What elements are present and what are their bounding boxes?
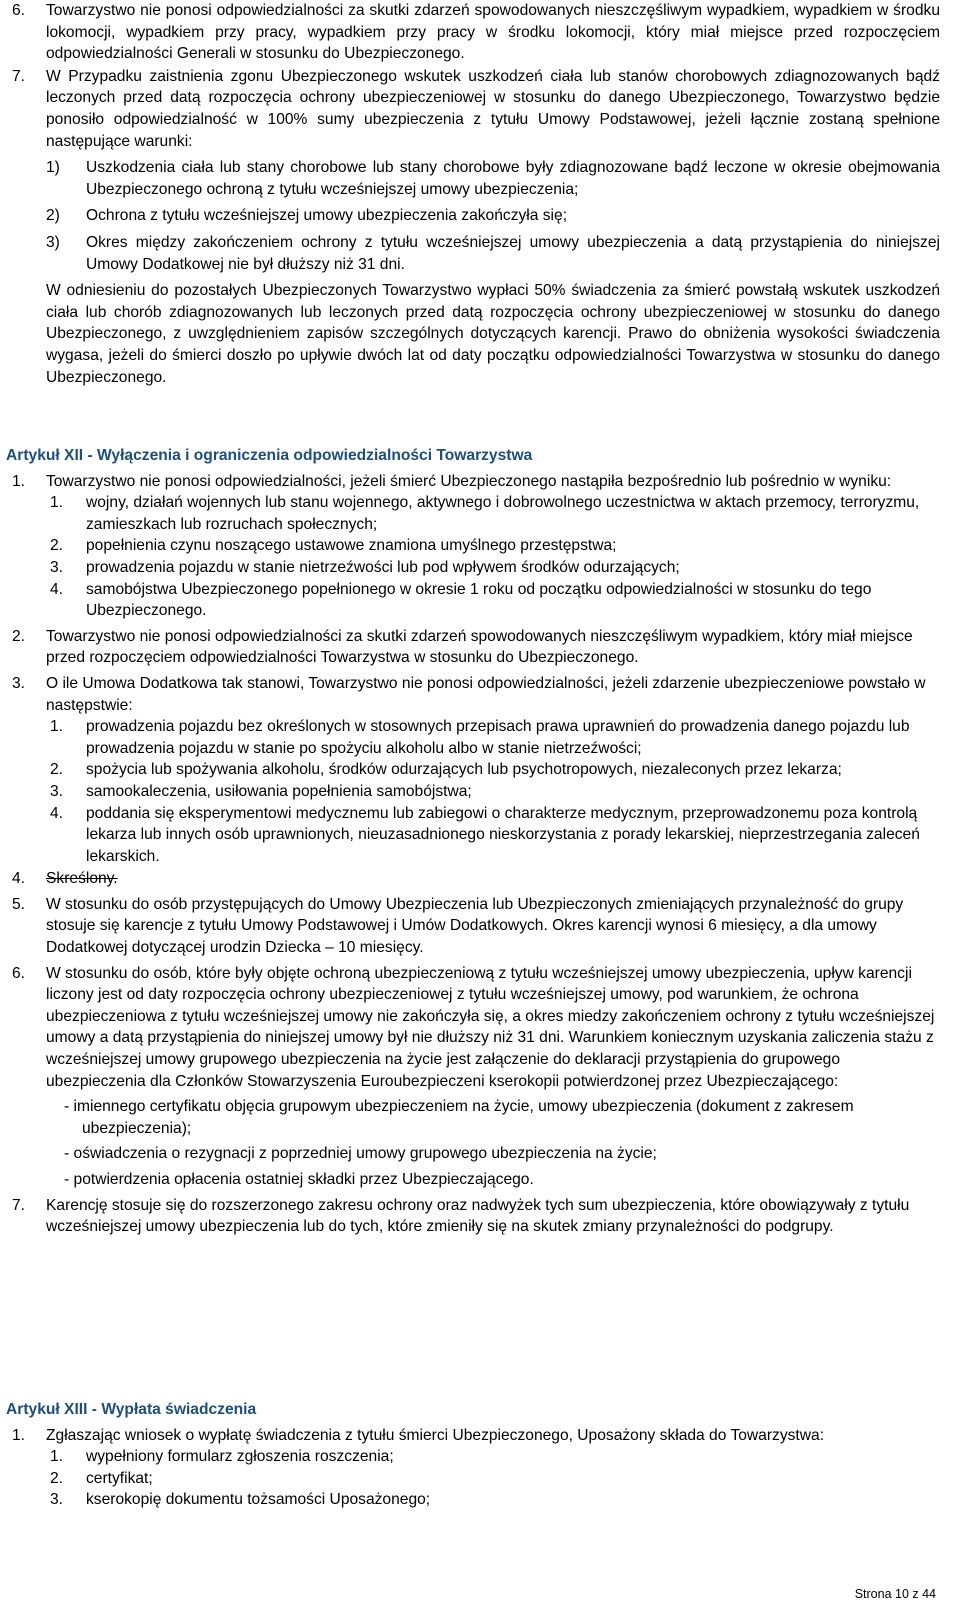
item-text: W stosunku do osób przystępujących do Umowy Ubezpieczenia lub Ubezpieczonych zmieniających przynależność do grupy stosuje się karencje z tytułu Umowy Podstawowej i Umów Dodatkowych. Okres karencji wynosi 6 miesięcy, a dla umowy Dodatkowej dotyczącej urodzin Dziecka – 10 miesięcy. [46,895,904,957]
item-text: Towarzystwo nie ponosi odpowiedzialności za skutki zdarzeń spowodowanych nieszczęśliwym wypadkiem, wypadkiem w środku lokomocji, wypadkiem przy pracy, wypadkiem przy pracy w środku lokomocji, który miał miejsce przed rozpoczęciem odpowiedzialności Generali w stosunku do Ubezpieczonego. [46,2,940,63]
sub-item-text: wypełniony formularz zgłoszenia roszczenia; [86,1448,394,1466]
list-item [6,894,940,959]
condition-text: Okres między zakończeniem ochrony z tytułu wcześniejszej umowy ubezpieczenia a datą przystąpienia do niniejszej Umowy Dodatkowej nie był dłuższy niż 31 dni. [86,233,940,273]
list-item [6,1425,940,1511]
closing-paragraph: W odniesieniu do pozostałych Ubezpieczonych Towarzystwo wypłaci 50% świadczenia za śmierć powstałą wskutek uszkodzeń ciała lub chorób zdiagnozowanych lub leczonych przed datą rozpoczęcia ochrony ubezpieczeniowej w stosunku do danego Ubezpieczonego, z uwzględnieniem zapisów szczególnych dotyczących karencji. Prawo do obniżenia wysokości świadczenia wygasa, jeżeli do śmierci doszło po upływie dwóch lat od daty początku odpowiedzialności Towarzystwa w stosunku do danego Ubezpieczonego. [46,282,940,386]
sub-item-number: 2. [50,761,64,779]
item-number: 2. [12,627,26,645]
sub-item [46,535,940,557]
item-number: 6. [12,964,26,982]
condition-number: 1) [46,159,60,177]
sub-item-number: 1. [50,494,64,512]
dash-item: - imiennego certyfikatu objęcia grupowym ubezpieczeniem na życie, umowy ubezpieczenia (dokument z zakresem ubezpieczenia); [64,1098,854,1137]
dash-item: - potwierdzenia opłacenia ostatniej składki przez Ubezpieczającego. [64,1171,534,1188]
article-13 [6,1399,940,1511]
sub-item-number: 3. [50,558,64,576]
section-heading: Artykuł XIII - Wypłata świadczenia [6,1401,257,1418]
list-item [6,626,940,669]
sub-item-text: certyfikat; [86,1469,153,1487]
item-number: 4. [12,870,26,888]
list-item [6,471,940,622]
sub-item-text: wojny, działań wojennych lub stanu wojennego, aktywnego i dobrowolnego uczestnictwa w aktach przemocy, terroryzmu, zamieszkach lub rozruchach społecznych; [86,494,920,533]
sub-item-text: spożycia lub spożywania alkoholu, środków odurzających lub psychotropowych, niezaleconych przez lekarza; [86,761,842,779]
item-number: 7. [12,67,26,85]
list-item [6,1195,940,1238]
sub-item-text: prowadzenia pojazdu bez określonych w stosownych przepisach prawa uprawnień do prowadzenia danego pojazdu lub prowadzenia pojazdu w stanie po spożyciu alkoholu albo w stanie nietrzeźwości; [86,718,910,757]
sub-item [46,579,940,622]
sub-item-number: 2. [50,1469,64,1487]
item-text: O ile Umowa Dodatkowa tak stanowi, Towarzystwo nie ponosi odpowiedzialności, jeżeli zdarzenie ubezpieczeniowe powstało w następstwie: [46,674,926,714]
item-number: 7. [12,1196,26,1214]
sub-item-number: 1. [50,1448,64,1466]
sub-item-text: prowadzenia pojazdu w stanie nietrzeźwości lub pod wpływem środków odurzających; [86,558,680,576]
page-number: Strona 10 z 44 [854,1587,936,1601]
sub-item-number: 2. [50,537,64,555]
sub-item-number: 4. [50,804,64,822]
sub-item [46,492,940,535]
sub-item-number: 1. [50,718,64,736]
condition-number: 2) [46,207,60,225]
item-text: W stosunku do osób, które były objęte ochroną ubezpieczeniową z tytułu wcześniejszej umowy ubezpieczenia, upływ karencji liczony jest od daty rozpoczęcia ochrony ubezpieczeniowej z tytułu wcześniejszej umowy, pod warunkiem, że ochrona ubezpieczeniowa z tytułu wcześniejszej umowy nie zakończyła się, a okres miedzy zakończeniem ochrony z tytułu wcześniejszej umowy a datą przystąpienia do niniejszej umowy był nie dłuższy niż 31 dni. Warunkiem koniecznym uzyskania zaliczenia stażu z wcześniejszej umowy grupowego ubezpieczenia na życie jest załączenie do deklaracji przystąpienia do grupowego ubezpieczenia dla Członków Stowarzyszenia Euroubezpieczeni kserokopii potwierdzonej przez Ubezpieczającego: [46,964,935,1090]
condition-number: 3) [46,233,60,251]
condition-item [46,232,940,275]
sub-item [46,716,940,759]
list-item [6,868,940,890]
sub-item [46,1446,940,1468]
item-number: 5. [12,895,26,913]
sub-item-text: kserokopię dokumentu tożsamości Uposażonego; [86,1491,431,1509]
item-number: 1. [12,472,26,490]
item-text: Towarzystwo nie ponosi odpowiedzialności, jeżeli śmierć Ubezpieczonego nastąpiła bezpośrednio lub pośrednio w wyniku: [46,472,892,490]
item-text: Skreślony. [46,870,118,888]
sub-item [46,1468,940,1490]
article-12 [6,445,940,1238]
condition-text: Ochrona z tytułu wcześniejszej umowy ubezpieczenia zakończyła się; [86,207,568,225]
sub-item-number: 4. [50,580,64,598]
sub-item [46,759,940,781]
sub-item-text: popełnienia czynu noszącego ustawowe znamiona umyślnego przestępstwa; [86,537,617,555]
item-text: Zgłaszając wniosek o wypłatę świadczenia z tytułu śmierci Ubezpieczonego, Uposażony składa do Towarzystwa: [46,1426,825,1444]
item-number: 1. [12,1426,26,1444]
sub-item-text: samobójstwa Ubezpieczonego popełnionego w okresie 1 roku od początku odpowiedzialności w stosunku do tego Ubezpieczonego. [86,580,872,620]
list-item [6,0,940,65]
sub-item-number: 3. [50,782,64,800]
sub-item [46,781,940,803]
sub-item [46,557,940,579]
sub-item [46,1489,940,1511]
list-item [6,963,940,1191]
sub-item-number: 3. [50,1491,64,1509]
top-section [6,0,940,388]
sub-item [46,803,940,868]
condition-text: Uszkodzenia ciała lub stany chorobowe lub stany chorobowe były zdiagnozowane bądź leczone w okresie obejmowania Ubezpieczonego ochroną z tytułu wcześniejszej umowy ubezpieczenia; [86,159,940,198]
section-heading: Artykuł XII - Wyłączenia i ograniczenia odpowiedzialności Towarzystwa [6,447,533,464]
item-text: Towarzystwo nie ponosi odpowiedzialności za skutki zdarzeń spowodowanych nieszczęśliwym wypadkiem, który miał miejsce przed rozpoczęciem odpowiedzialności Towarzystwa w stosunku do Ubezpieczonego. [46,627,913,667]
sub-item-text: samookaleczenia, usiłowania popełnienia samobójstwa; [86,782,472,800]
item-number: 6. [12,2,26,19]
item-number: 3. [12,674,26,692]
item-text: Karencję stosuje się do rozszerzonego zakresu ochrony oraz nadwyżek tych sum ubezpieczenia, które obowiązywały z tytułu wcześniejszej umowy ubezpieczenia lub do tych, które zmieniły się na skutek zmiany przynależności do podgrupy. [46,1196,910,1236]
list-item [6,673,940,867]
condition-item [46,205,940,227]
dash-item: - oświadczenia o rezygnacji z poprzedniej umowy grupowego ubezpieczenia na życie; [64,1145,657,1163]
item-text: W Przypadku zaistnienia zgonu Ubezpieczonego wskutek uszkodzeń ciała lub stanów chorobowych zdiagnozowanych bądź leczonych przed datą rozpoczęcia ochrony ubezpieczeniowej w stosunku do danego Ubezpieczonego, Towarzystwo będzie ponosiło odpowiedzialność w 100% sumy ubezpieczenia z tytułu Umowy Podstawowej, jeżeli łącznie zostaną spełnione następujące warunki: [46,67,940,150]
condition-item [46,157,940,200]
sub-item-text: poddania się eksperymentowi medycznemu lub zabiegowi o charakterze medycznym, przeprowadzonemu poza kontrolą lekarza lub innych osób uprawnionych, nieuzasadnionego nieskorzystania z porady lekarskiej, nieprzestrzegania zaleceń lekarskich. [86,804,920,865]
list-item [6,66,940,388]
